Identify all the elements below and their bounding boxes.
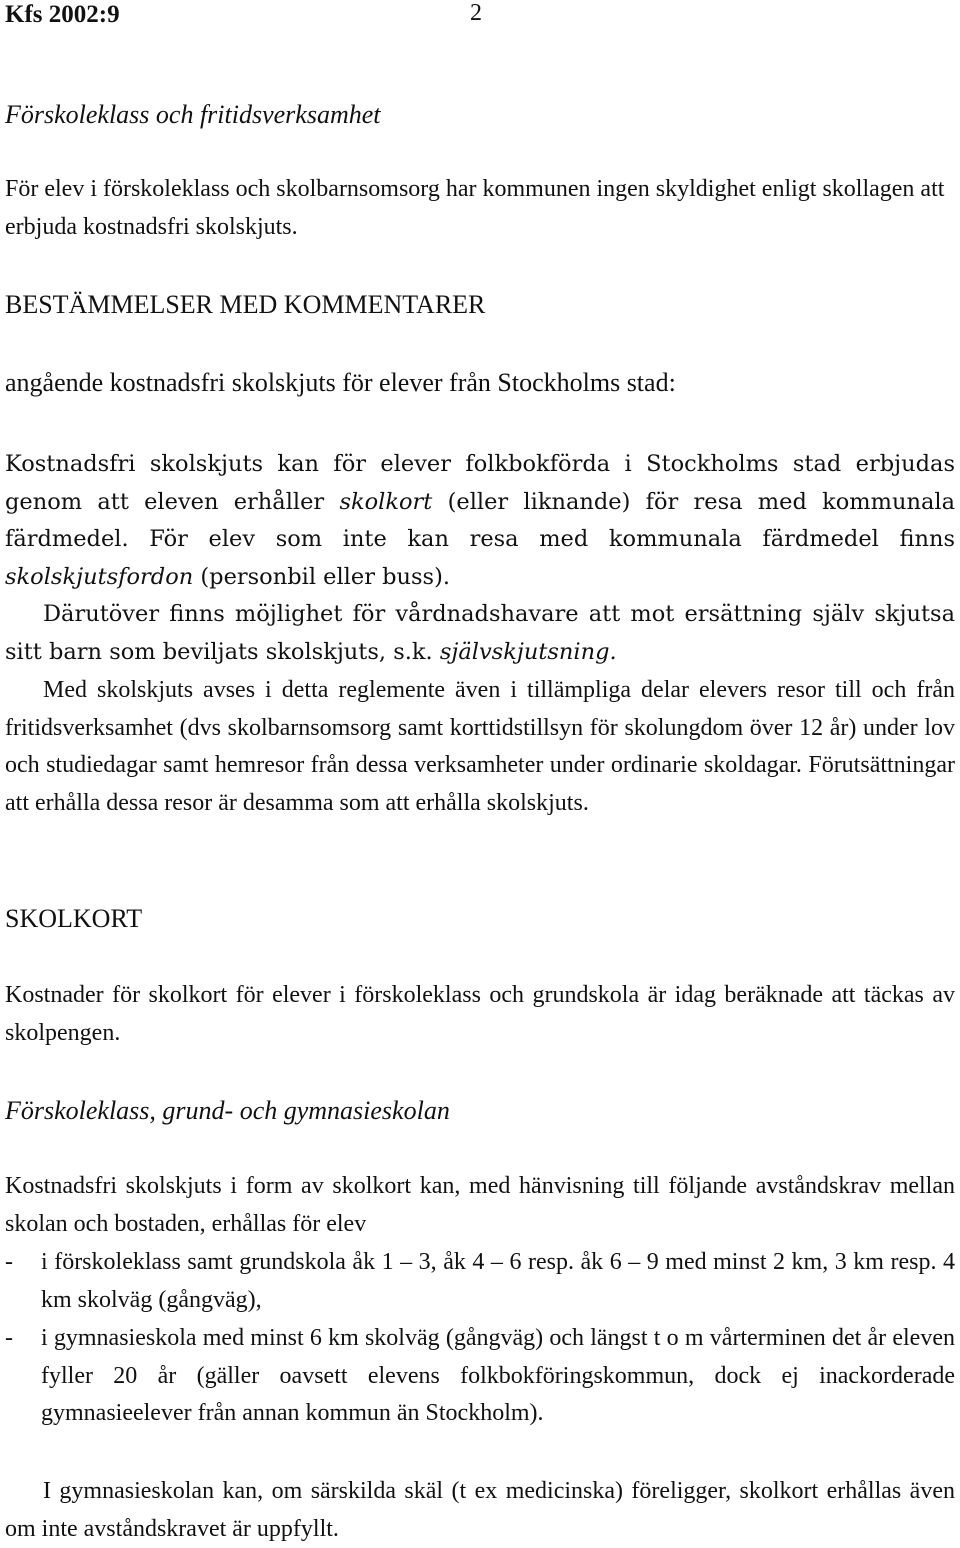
paragraph-sjalvskjutsning	[5, 596, 955, 671]
page-number: 2	[470, 0, 482, 26]
text-segment: Kostnadsfri skolskjuts kan för elever folkbokförda i Stockholms stad erbjudas genom att eleven erhåller	[5, 451, 955, 515]
text-segment: (eller liknande) för resa med kommunala färdmedel. För elev som inte kan resa med kommunala färdmedel finns	[5, 488, 955, 552]
list-item	[5, 1244, 955, 1319]
text-segment: (personbil eller buss).	[193, 563, 451, 590]
paragraph-gymnasie-closing: I gymnasieskolan kan, om särskilda skäl (t ex medicinska) föreligger, skolkort erhållas även om inte avståndskravet är uppfyllt.	[5, 1478, 955, 1542]
main-heading-bestammelser: BESTÄMMELSER MED KOMMENTARER	[5, 290, 486, 319]
paragraph-forskoleklass: För elev i förskoleklass och skolbarnsomsorg har kommunen ingen skyldighet enligt skollagen att erbjuda kostnadsfri skolskjuts.	[5, 176, 945, 240]
paragraph-skolkort-intro	[5, 446, 955, 596]
paragraph-fritidsverksamhet: Med skolskjuts avses i detta reglemente även i tillämpliga delar elevers resor till och från fritidsverksamhet (dvs skolbarnsomsorg samt korttidstillsyn för skolungdom över 12 år) under lov och studiedagar samt hemresor från dessa verksamheter under ordinarie skoldagar. Förutsättningar att erhålla dessa resor är desamma som att erhålla skolskjuts.	[5, 677, 955, 816]
bullet-marker: -	[5, 1249, 13, 1275]
emphasis-sjalvskjutsning: självskjutsning.	[439, 638, 617, 665]
heading-skolkort: SKOLKORT	[5, 904, 143, 933]
bullet-text: i förskoleklass samt grundskola åk 1 – 3, åk 4 – 6 resp. åk 6 – 9 med minst 2 km, 3 km resp. 4 km skolväg (gångväg),	[41, 1249, 955, 1313]
paragraph-skolkort: Kostnader för skolkort för elever i förskoleklass och grundskola är idag beräknade att täckas av skolpengen.	[5, 982, 955, 1046]
section-heading-forskoleklass: Förskoleklass och fritidsverksamhet	[5, 100, 381, 129]
list-item	[5, 1320, 955, 1433]
publication-code: Kfs 2002:9	[5, 1, 120, 28]
bullet-marker: -	[5, 1325, 13, 1351]
bullet-text: i gymnasieskola med minst 6 km skolväg (gångväg) och längst t o m vårterminen det år eleven fyller 20 år (gäller oavsett elevens folkbokföringskommun, dock ej inackorderade gymnasieelever från annan kommun än Stockholm).	[41, 1325, 955, 1426]
subheading-angaende: angående kostnadsfri skolskjuts för elever från Stockholms stad:	[5, 368, 676, 397]
paragraph-avstandskrav: Kostnadsfri skolskjuts i form av skolkort kan, med hänvisning till följande avståndskrav mellan skolan och bostaden, erhållas för elev	[5, 1173, 955, 1237]
text-segment: Därutöver finns möjlighet för vårdnadshavare att mot ersättning själv skjutsa sitt barn som beviljats skolskjuts, s.k.	[5, 601, 955, 665]
emphasis-skolkort: skolkort	[339, 488, 433, 515]
section-heading-grund-gymnasie: Förskoleklass, grund- och gymnasieskolan	[5, 1096, 450, 1125]
emphasis-skolskjutsfordon: skolskjutsfordon	[5, 563, 194, 590]
